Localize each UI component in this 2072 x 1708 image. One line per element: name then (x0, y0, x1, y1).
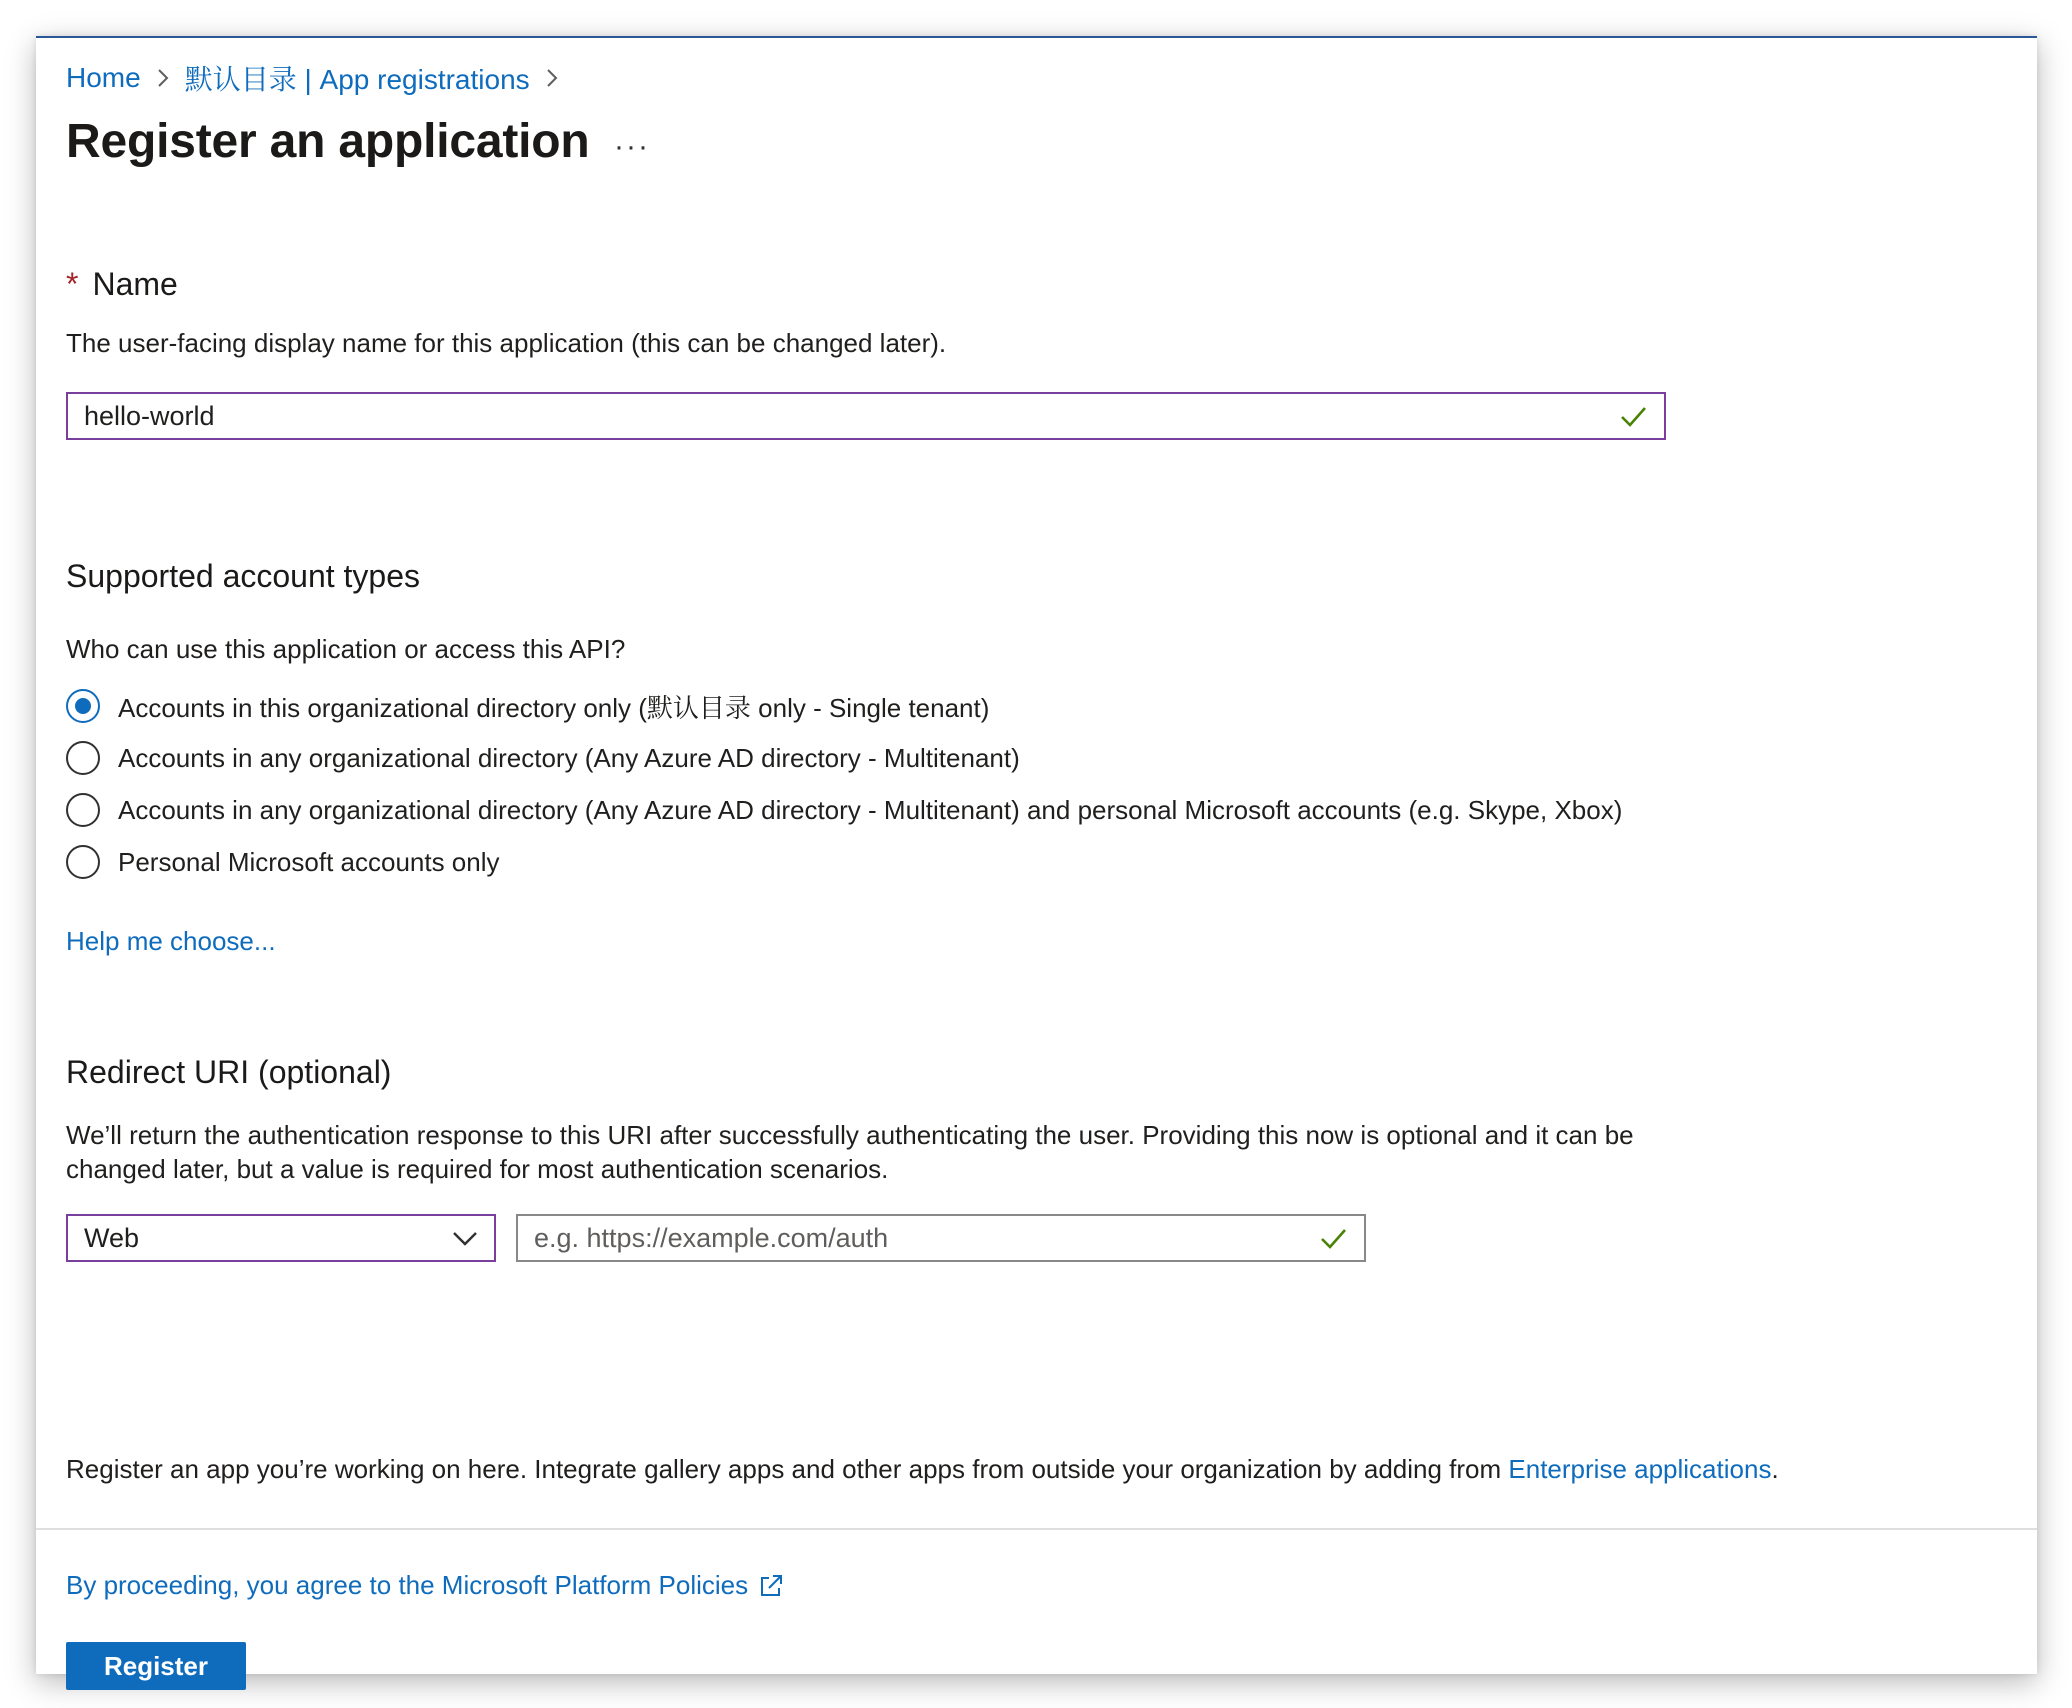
chevron-down-icon (450, 1223, 480, 1253)
name-help-text: The user-facing display name for this application (this can be changed later). (66, 328, 947, 358)
redirect-uri-input-box (516, 1214, 1366, 1262)
redirect-uri-input[interactable] (518, 1216, 1314, 1260)
radio-option-personal-only[interactable] (66, 842, 500, 882)
platform-policies-link-text: By proceeding, you agree to the Microsoft Platform Policies (66, 1570, 749, 1600)
platform-policies-link[interactable] (66, 1570, 786, 1601)
register-note-text: Register an app you’re working on here. Integrate gallery apps and other apps from outside your organization by adding from (66, 1454, 1509, 1484)
required-marker: * (66, 266, 79, 302)
breadcrumb-home-link[interactable]: Home (66, 62, 141, 93)
platform-select[interactable] (66, 1214, 496, 1262)
checkmark-icon (1614, 397, 1652, 435)
radio-option-multitenant[interactable] (66, 738, 1020, 778)
footer-divider (36, 1528, 2037, 1530)
register-note (66, 1454, 1779, 1485)
radio-option-label: Accounts in any organizational directory (Any Azure AD directory - Multitenant) and personal Microsoft accounts (e.g. Skype, Xbox) (118, 794, 1623, 825)
name-input[interactable] (68, 394, 1614, 438)
account-types-title: Supported account types (66, 558, 421, 594)
redirect-uri-description: We’ll return the authentication response to this URI after successfully authenticating the user. Providing this now is optional and it can be changed later, but a value is required for most authentication scenarios. (66, 1120, 1634, 1184)
name-label (66, 266, 178, 303)
chevron-right-icon (530, 58, 574, 98)
breadcrumb (66, 58, 574, 98)
chevron-right-icon (141, 58, 185, 98)
register-app-blade (36, 36, 2037, 1681)
breadcrumb-app-registrations-link[interactable]: 默认目录 | App registrations (184, 64, 530, 95)
name-label-text: Name (92, 266, 178, 302)
radio-button[interactable] (66, 845, 100, 879)
radio-option-label: Accounts in this organizational directory only (默认目录 only - Single tenant) (118, 692, 990, 723)
enterprise-applications-link[interactable]: Enterprise applications (1508, 1454, 1772, 1484)
radio-option-label: Accounts in any organizational directory (Any Azure AD directory - Multitenant) (118, 742, 1020, 773)
radio-button[interactable] (66, 793, 100, 827)
account-types-question: Who can use this application or access this API? (66, 634, 626, 664)
external-link-icon (756, 1571, 786, 1601)
radio-option-label: Personal Microsoft accounts only (118, 846, 500, 877)
radio-button[interactable] (66, 741, 100, 775)
page-title: Register an application (66, 115, 590, 168)
radio-button-selected[interactable] (66, 689, 100, 723)
platform-select-value: Web (84, 1222, 140, 1253)
help-me-choose-link[interactable]: Help me choose... (66, 926, 276, 956)
redirect-uri-title: Redirect URI (optional) (66, 1054, 392, 1090)
more-icon[interactable]: ··· (614, 130, 650, 163)
radio-option-single-tenant[interactable] (66, 686, 989, 726)
checkmark-icon (1314, 1219, 1352, 1257)
register-button[interactable]: Register (66, 1642, 246, 1690)
register-note-suffix: . (1771, 1454, 1779, 1484)
radio-option-multitenant-personal[interactable] (66, 790, 1622, 830)
name-input-box (66, 392, 1666, 440)
